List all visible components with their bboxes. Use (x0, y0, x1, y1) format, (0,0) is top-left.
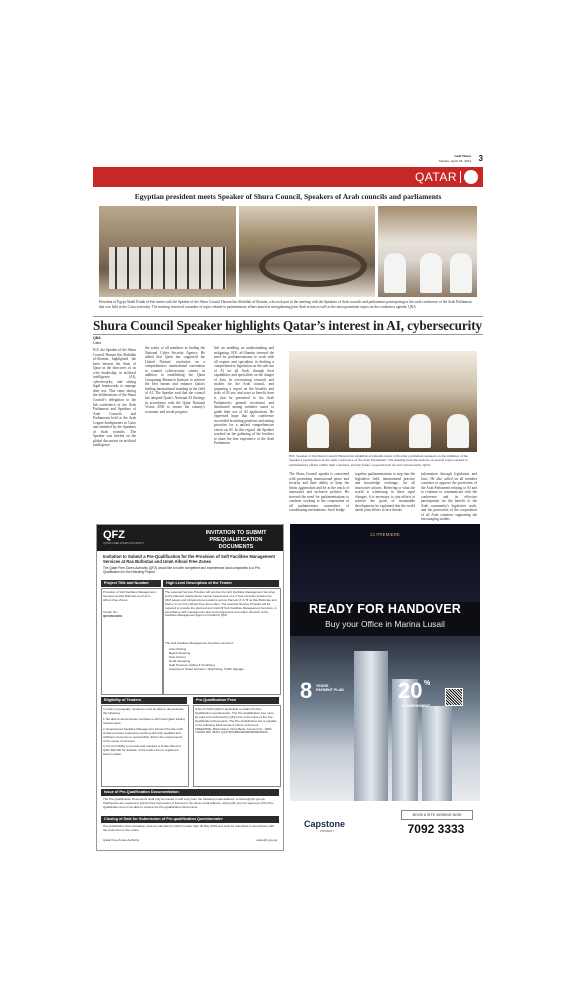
story1-caption: President of Egypt Abdel Fattah al-Sisi meets with the Speaker of the Shura Council Hassan bin Abdullah al-Ghanim, who took part in the meeting with the Speakers of Arab councils and parliaments participating in the sixth conference of the Arab Parliament that was held at the Cairo yesterday. The meeting reviewed a number of topics related to parliamentary affairs aimed at strengthening joint Arab action as well as the most prominent topics on the conference agenda. QNA (99, 300, 472, 309)
service-item: High Pressure Jetting & Scrubbing (169, 662, 215, 667)
page-number: 3 (478, 154, 483, 163)
tower-building (422, 706, 452, 801)
section-closing: Closing of Date for Submission of Pre-qualification Questionnaire (101, 816, 279, 823)
delegate-figure (349, 414, 371, 448)
eligibility-item: 2. Experienced Facilities Management Service Provider with similar previous experience working with fully qualified and sufficient resources to successfully deliver the requirements of the scope of services. (103, 726, 183, 743)
downpayment-label: DOWNPAYMENT (402, 704, 431, 708)
story1-photo-conference-hall (239, 206, 375, 297)
qfz-logo-sub: QATAR FREE ZONES AUTHORITY (103, 542, 145, 545)
divider (93, 334, 483, 335)
issue-text: The Pre-Qualification Documents shall only be issued in soft copy from the following email address: contracts@qfz.gov.qa. Participants are required to submit their expression of interest to the same email address, along with proof of payment of the Pre-Qualification Fee to be able to receive the Pre-Qualification Documents. (103, 797, 275, 809)
masthead (411, 154, 471, 163)
tower-image (290, 636, 480, 801)
story2-headline: Shura Council Speaker highlights Qatar’s interest in AI, cybersecurity (93, 318, 482, 333)
newspaper-page (93, 150, 483, 850)
qr-code-icon[interactable] (445, 688, 463, 706)
downpayment-percent: 20 (398, 678, 423, 703)
delegate-figure (450, 253, 472, 293)
service-item: Cleaning of Street Furniture, Wayfinding, Traffic Signage (169, 666, 244, 671)
service-item: Litter Picking (169, 647, 187, 651)
capstone-logo-sub: PROPERTY (320, 830, 335, 833)
story2-photo-meeting (289, 351, 477, 452)
ad-footer (290, 801, 480, 849)
story1-photo-meeting (378, 206, 477, 297)
section-fees: Pre-Qualification Fees (193, 697, 279, 704)
ad-headline: READY FOR HANDOVER (309, 602, 461, 616)
story1-headline: Egyptian president meets Speaker of Shura Council, Speakers of Arab councils and parliaments (134, 192, 442, 201)
divider (93, 316, 483, 317)
service-item: Road Sweeping (169, 658, 191, 663)
section-project-title: Project Title and Number (101, 580, 161, 587)
story2-column-3: lish an enabling an understanding and mitigating. H.E. al-Ghanim stressed the need for parliamentarians to work with all experts and specialists in drafting a comprehensive legislation on the safe use of AI for all Arab, through their capabilities and specialties on the danger of data. In overcoming research and studies for the Arab council, and preparing a report on the benefits and risks of AI use, and ways to benefit from it, that be presented to the Arab Parliament's general secretariat and distributed among member states to guide their use of AI applications. He expressed hope that the conference succeeded in uniting positions and setting priorities for a unified comprehensive vision on AI. In this regard, the Speaker touched on the gathering of the brothers to share the fine experience of the Arab Parliament. (214, 346, 274, 446)
byline-agency: QNA (93, 336, 101, 340)
payment-years-label: YEARS PAYMENT PLAN (316, 684, 344, 693)
conference-table (259, 245, 367, 287)
tender-title: Invitation to Submit a Pre-Qualification for the Provision of Soft Facilities Management Services at Ras Bufontas and Umm Alhoul Free Zones (103, 554, 275, 564)
capstone-logo: Capstone (304, 819, 346, 829)
ad-subhead: Buy your Office in Marina Lusail (325, 619, 445, 629)
story1-photo-group (99, 206, 236, 297)
project-title: Provision of Soft Facilities Management Services at Ras Bufontas and Umm Alhoul Free Zones (103, 590, 156, 602)
eligibility-item: 1. Be able to demonstrate compliance with local Qatar trading requirements. (103, 717, 185, 725)
paper-name: Gulf Times (454, 154, 471, 158)
services-list (169, 648, 277, 671)
delegate-figure (409, 414, 431, 448)
delegate-figure (420, 253, 442, 293)
delegate-figure (447, 414, 469, 448)
group-photo-people (109, 247, 226, 289)
services-heading: The Soft Facilities Management Services consist of: (165, 641, 234, 645)
tower-building (354, 651, 388, 801)
issue-date: Sunday, April 28, 2024 (438, 158, 471, 163)
percent-sign: % (424, 680, 431, 687)
service-item: Beach Cleaning (169, 650, 191, 655)
ad-footer-url[interactable]: www.qfz.gov.qa (256, 838, 277, 842)
invitation-title: INVITATION TO SUBMIT PREQUALIFICATION DOCUMENTS (205, 530, 267, 550)
service-item: Pest Control (169, 654, 186, 659)
ad-footer-org: Qatar Free Zones Authority (103, 838, 140, 842)
story2-column-7: information through legislation and laws. He also called on all member countries to approve the provisions of the Arab Parliament relating to AI and to continue to communicate with the conference and its effective participation for the benefit of the Arab community's legislative work, and the promotion of the cooperation of all Arab countries supporting the encouraging studies. (421, 472, 477, 522)
delegate-figure (384, 253, 406, 293)
tender-intro: The Qatar Free Zones Authority (QFZ) would like to invite competent and experienced local companies to a Pre-Qualification for the following Project: (103, 566, 262, 574)
tender-number: QFZ/2024/001 (103, 614, 123, 618)
tender-number-label: Tender No: (103, 610, 118, 614)
story2-column-5: The Shura Council agenda is concerned with promoting international peace and security and their ability to keep the limits aggravation and be at the reach of innovative and inclusive policies. He stressed the need for parliamentarians to continue working to the cooperation of all parliamentary committees of coordinating mechanisms. Such bridge (289, 472, 349, 513)
story2-column-2: the safety of all members in finding the National Cyber Security Agency. He added that Qatar has supported the United Nations' resolution on a comprehensive international convention to counter cybersecurity crimes, in addition to establishing the Qatar Computing Research Institute to achieve the best means and enhance Qatar's leading international standing in the field of AI. The Speaker said that the council has adopted Qatar's National AI Strategy in accordance with the Qatar National Vision 2030 to ensure the country's economic and social progress. (145, 346, 205, 414)
closing-text: Pre-qualification documentation must be submitted to QFZ not later than 09 May 2024 and must be submitted in accordance with the instruction in the notice. (103, 824, 274, 832)
capstone-property-ad (290, 524, 480, 849)
section-eligibility: Eligibility of Tenders (101, 697, 187, 704)
project-cell (101, 588, 163, 695)
section-issue: Issue of Pre-Qualification Documentation: (101, 789, 279, 796)
eligibility-list (103, 718, 185, 757)
delegate-figure (307, 414, 329, 448)
qfz-tender-ad (96, 524, 284, 851)
story2-column-6: together parliamentarians to step into the legislative field, international practice and knowledge exchange, for all innovative actions. Referring to what the world is witnessing in these rapid changes, it is necessary to join efforts to achieve the goals of sustainable development; he explained that the world needs joint efforts to face threats (355, 472, 415, 513)
qfz-logo: QFZ (103, 529, 125, 541)
section-label: QATAR (414, 170, 457, 184)
story2-photo-caption: H.E. Speaker of the Shura Council Hassan bin Abdullah al-Ghanim meets with other parliament speakers on the sidelines of the Speaker's participation in the sixth conference of the Arab Parliament. The meeting held discussions on several topics related to parliamentary affairs within their countries, and the future cooperation in AI and cybersecurity. QNA (289, 454, 468, 467)
eligibility-item: 3. Proof of ability to provide and maintain a Tender Bond of QAR 300,000 for duration of the tender from a registered bank in Qatar. (103, 744, 181, 757)
byline-dateline: Cairo (93, 340, 102, 345)
story2-byline (93, 336, 101, 345)
contact-phone[interactable]: 7092 3333 (407, 822, 465, 836)
development-brand: 21 PREMIERE (370, 532, 400, 537)
section-divider (460, 171, 461, 183)
fees-text: A fee of 2,000 QAR is applicable to obtain the Pre-Qualification questionnaire. The Pre-Qualification Fee must be paid and confirmed by QFZ prior to the issue of the Pre-Qualification Documents. The Pre-Qualification fee is payable to the following bank account: Name of Account: FREEZONE, Bank Name: Doha Bank, Account No.: 0000 710000 000, IBAN: QA47DOHB000000000000000000 (195, 707, 277, 735)
tender-description: The selected Service Provider will provide the Soft Facilities Management Services at the planned maintenance routine frequencies of a 3 Year Contract duration for QFZ assets and infrastructure locations across Parcels 'A' & 'B' at Ras Bufontas and Parcel 'A' at Umm Alhoul Free Zone sites. The selected Service Provider will be required to provide the planned and Call-Off Soft Facilities Management Services, in accordance with management plan and programme and under direction of the Facilities Management Agent on behalf of QFZ. (165, 590, 277, 618)
story2-column-1: H.E. the Speaker of the Shura Council Hassan bin Abdullah al-Ghanim highlighted the keen interest the State of Qatar in the directives of its wise leadership, in artificial intelligence (AI), cybersecurity, and setting legal frameworks to manage their use. This came during the deliberations of the Shura Council's delegation to the 6th conference of the Arab Parliament and Speakers of Arab Councils and Parliaments held at the Arab League headquarters in Cairo and attended by the Speakers of Arab councils. The Speaker was briefed on the global discussion on artificial intelligence. (93, 348, 136, 448)
section-logo-icon (464, 170, 478, 184)
section-bar (93, 167, 483, 187)
section-description: High Level Description of the Tender (163, 580, 279, 587)
book-viewing-button[interactable]: BOOK A SITE VIEWING NOW (401, 810, 473, 820)
payment-years: 8 (300, 678, 313, 703)
ad-header (97, 525, 283, 551)
eligibility-intro: In order to prequalify, tenderers must be able to demonstrate the following: (103, 707, 184, 715)
